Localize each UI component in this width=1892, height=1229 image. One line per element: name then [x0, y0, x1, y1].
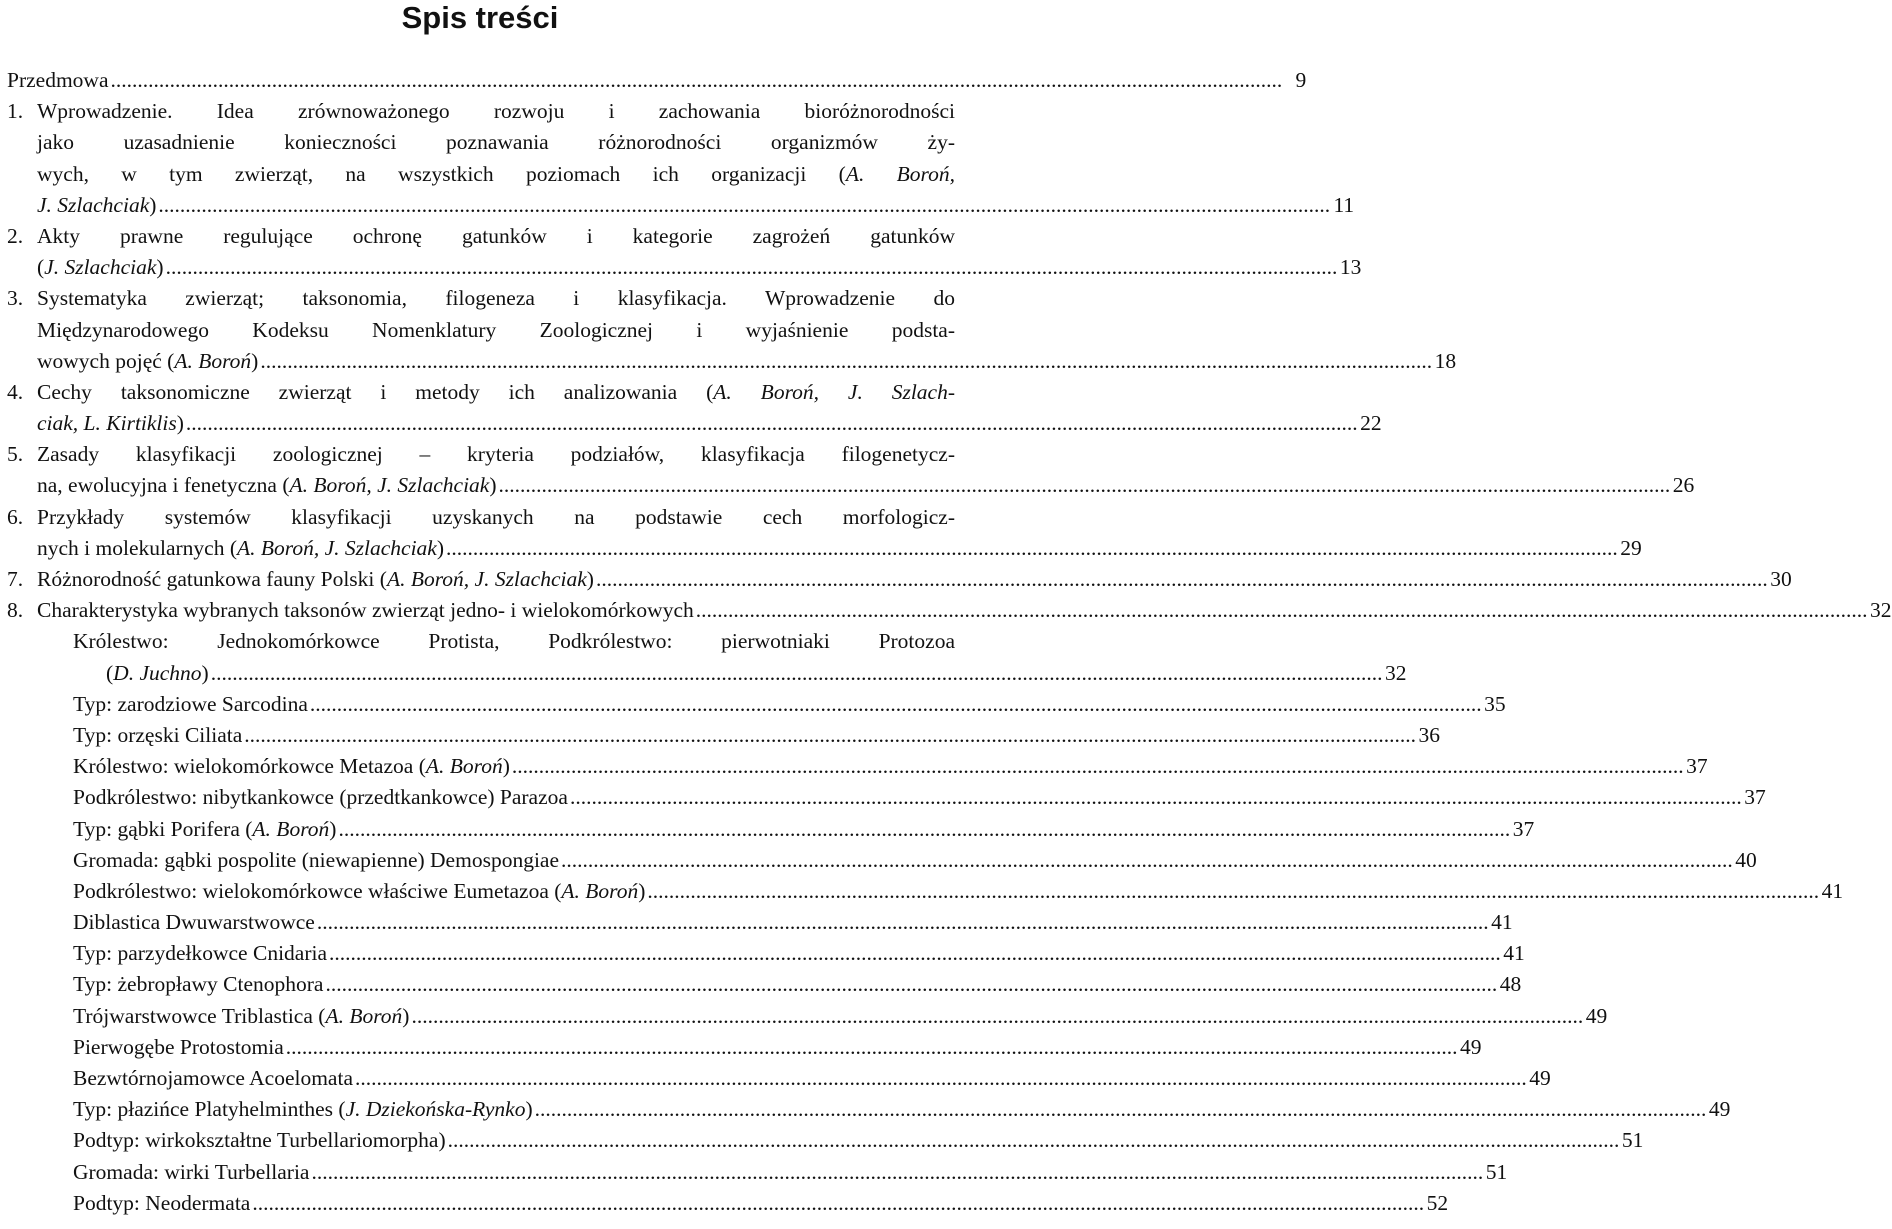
- dot-leader: [446, 533, 1618, 564]
- toc-subentry[interactable]: [7, 782, 1766, 813]
- toc-subentry[interactable]: [7, 814, 1535, 845]
- toc-entry-text: Wprowadzenie. Idea zrównoważonego rozwoju i zachowania bioróżnorodności: [37, 99, 955, 124]
- toc-subentry-text: Typ: orzęski Ciliata: [73, 722, 243, 747]
- dot-leader: [286, 1032, 1458, 1063]
- toc-entry-text: Systematyka zwierząt; taksonomia, filogeneza i klasyfikacja. Wprowadzenie do: [37, 286, 955, 311]
- toc-entry-text: ciak, L. Kirtiklis): [37, 411, 184, 436]
- toc-subentry[interactable]: [7, 845, 1757, 876]
- dot-leader: [512, 751, 1684, 782]
- toc-entry-text: wych, w tym zwierząt, na wszystkich poziomach ich organizacji (A. Boroń,: [37, 161, 955, 186]
- toc-subentry-text: Królestwo: wielokomórkowce Metazoa (A. Boroń): [73, 754, 510, 779]
- toc-subentry-text: Typ: parzydełkowce Cnidaria: [73, 941, 328, 966]
- toc-subentry-text: Podkrólestwo: nibytkankowce (przedtkankowce) Parazoa: [73, 785, 568, 810]
- toc-entry-text: na, ewolucyjna i fenetyczna (A. Boroń, J. Szlachciak): [37, 473, 497, 498]
- dot-leader: [311, 1157, 1483, 1188]
- toc-subentry[interactable]: [7, 626, 1407, 688]
- dot-leader: [596, 564, 1768, 595]
- page-number: 41: [1821, 878, 1844, 903]
- toc-subentry[interactable]: [7, 751, 1708, 782]
- dot-leader: [310, 689, 1482, 720]
- page-title: Spis treści: [401, 0, 559, 35]
- dot-leader: [158, 190, 1330, 221]
- toc-entry-text: Przedmowa: [7, 68, 109, 92]
- dot-leader: [355, 1063, 1527, 1094]
- page-number: 41: [1503, 941, 1525, 966]
- toc-entry[interactable]: [7, 564, 1792, 595]
- entry-number: 5.: [7, 442, 24, 467]
- dot-leader: [211, 658, 1383, 689]
- toc-subentry-text: Typ: zarodziowe Sarcodina: [73, 691, 308, 716]
- entry-number: [7, 315, 37, 346]
- toc-entry[interactable]: [7, 283, 1457, 377]
- toc-subentry[interactable]: [7, 1157, 1508, 1188]
- toc-entry[interactable]: [7, 221, 1362, 283]
- dot-leader: [325, 969, 1497, 1000]
- page-number: 51: [1485, 1159, 1508, 1184]
- toc-subentry[interactable]: [7, 720, 1441, 751]
- toc-subentry-text: Gromada: gąbki pospolite (niewapienne) Demospongiae: [73, 847, 559, 872]
- toc-entry-text: Charakterystyka wybranych taksonów zwierząt jedno- i wielokomórkowych: [37, 598, 694, 623]
- table-of-contents: [7, 65, 1892, 1219]
- toc-entry-text: Akty prawne regulujące ochronę gatunków i kategorie zagrożeń gatunków: [37, 223, 955, 248]
- toc-subentry-text: Trójwarstwowce Triblastica (A. Boroń): [73, 1003, 410, 1028]
- toc-subentry-text: Bezwtórnojamowce Acoelomata: [73, 1066, 353, 1090]
- dot-leader: [647, 876, 1819, 907]
- toc-subentry-text: Diblastica Dwuwarstwowce: [73, 910, 315, 935]
- entry-number: [7, 346, 37, 377]
- toc-subentry[interactable]: [7, 938, 1525, 969]
- toc-entry-text: (J. Szlachciak): [37, 255, 164, 280]
- toc-subentry-text: Typ: gąbki Porifera (A. Boroń): [73, 816, 337, 841]
- dot-leader: [411, 1001, 1583, 1032]
- toc-subentry-text: Podtyp: Neodermata: [73, 1190, 251, 1215]
- page-number: 49: [1708, 1097, 1731, 1122]
- dot-leader: [252, 1188, 1424, 1219]
- page-number: 35: [1484, 691, 1506, 716]
- page-number: 52: [1426, 1190, 1449, 1215]
- page-number: 51: [1621, 1128, 1644, 1153]
- page-number: 32: [1384, 660, 1407, 685]
- entry-number: 8.: [7, 598, 24, 623]
- toc-subentry[interactable]: [7, 1063, 1551, 1094]
- toc-entry[interactable]: [7, 377, 1382, 439]
- toc-subentry-text: Pierwogębe Protostomia: [73, 1034, 284, 1059]
- toc-entry-text: Przykłady systemów klasyfikacji uzyskanych na podstawie cech morfologicz-: [37, 504, 955, 529]
- entry-number: [7, 533, 37, 564]
- page-number: 41: [1491, 910, 1513, 935]
- dot-leader: [317, 907, 1489, 938]
- toc-subentry-text: Gromada: wirki Turbellaria: [73, 1159, 310, 1184]
- toc-entry-text: Cechy taksonomiczne zwierząt i metody ich analizowania (A. Boroń, J. Szlach-: [37, 379, 956, 404]
- toc-subentry[interactable]: [7, 1094, 1731, 1125]
- entry-number: 7.: [7, 567, 24, 591]
- toc-entry-text: jako uzasadnienie konieczności poznawania różnorodności organizmów ży-: [37, 130, 955, 155]
- entry-number: [7, 190, 37, 221]
- page-number: 11: [1333, 192, 1355, 217]
- toc-subentry[interactable]: [7, 1032, 1482, 1063]
- toc-entry[interactable]: [7, 439, 1695, 501]
- entry-number: [7, 127, 37, 158]
- dot-leader: [561, 845, 1733, 876]
- toc-subentry-text: (D. Juchno): [106, 660, 209, 685]
- page-number: 49: [1529, 1066, 1551, 1090]
- entry-number: [7, 470, 37, 501]
- toc-subentry[interactable]: [7, 907, 1513, 938]
- toc-entry[interactable]: [7, 96, 1355, 221]
- toc-subentry[interactable]: [7, 1125, 1644, 1156]
- dot-leader: [696, 595, 1868, 626]
- dot-leader: [111, 65, 1283, 96]
- page-number: 37: [1512, 816, 1535, 841]
- toc-entry-text: nych i molekularnych (A. Boroń, J. Szlachciak): [37, 535, 445, 560]
- entry-number: [7, 159, 37, 190]
- toc-subentry-text: Podkrólestwo: wielokomórkowce właściwe Eumetazoa (A. Boroń): [73, 878, 646, 903]
- dot-leader: [186, 408, 1358, 439]
- toc-entry-text: wowych pojęć (A. Boroń): [37, 348, 259, 373]
- page-number: 37: [1744, 785, 1766, 810]
- toc-entry-text: Różnorodność gatunkowa fauny Polski (A. Boroń, J. Szlachciak): [37, 567, 594, 591]
- toc-entry-text: J. Szlachciak): [37, 192, 157, 217]
- toc-subentry-text: Podtyp: wirkokształtne Turbellariomorpha): [73, 1128, 446, 1153]
- toc-subentry[interactable]: [7, 969, 1522, 1000]
- page-number: 37: [1686, 754, 1708, 779]
- toc-entry[interactable]: [7, 502, 1642, 564]
- dot-leader: [448, 1125, 1620, 1156]
- page-number: 22: [1360, 411, 1382, 436]
- entry-number: 2.: [7, 223, 24, 248]
- page-number: 40: [1735, 847, 1757, 872]
- entry-number: 4.: [7, 379, 24, 404]
- page-number: 13: [1339, 255, 1362, 280]
- page-number: 30: [1770, 567, 1792, 591]
- toc-entry[interactable]: [7, 65, 1307, 96]
- toc-subentry[interactable]: [7, 689, 1506, 720]
- dot-leader: [338, 814, 1510, 845]
- entry-number: 6.: [7, 504, 24, 529]
- entry-number: 3.: [7, 286, 24, 311]
- page-number: 49: [1460, 1034, 1482, 1059]
- dot-leader: [244, 720, 1416, 751]
- page-number: 32: [1870, 598, 1892, 623]
- toc-subentry[interactable]: [7, 876, 1844, 907]
- dot-leader: [535, 1094, 1707, 1125]
- toc-subentry-text: Królestwo: Jednokomórkowce Protista, Podkrólestwo: pierwotniaki Protozoa: [73, 629, 955, 654]
- toc-entry-text: Międzynarodowego Kodeksu Nomenklatury Zoologicznej i wyjaśnienie podsta-: [37, 317, 955, 342]
- page-number: 36: [1418, 722, 1441, 747]
- toc-subentry-text: Typ: żebropławy Ctenophora: [73, 972, 324, 997]
- entry-number: 1.: [7, 99, 24, 124]
- toc-subentry-text: Typ: płazińce Platyhelminthes (J. Dziekońska-Rynko): [73, 1097, 533, 1122]
- page-number: 18: [1434, 348, 1457, 373]
- dot-leader: [570, 782, 1742, 813]
- toc-subentry[interactable]: [7, 1188, 1449, 1219]
- dot-leader: [329, 938, 1501, 969]
- page-number: 49: [1585, 1003, 1608, 1028]
- dot-leader: [166, 252, 1338, 283]
- toc-subentry[interactable]: [7, 1001, 1608, 1032]
- dot-leader: [260, 346, 1432, 377]
- entry-number: [7, 252, 37, 283]
- page-number: 26: [1672, 473, 1695, 498]
- entry-number: [7, 408, 37, 439]
- page-number: 29: [1620, 535, 1642, 560]
- page-number: 9: [1295, 68, 1307, 92]
- page-number: 48: [1499, 972, 1522, 997]
- toc-entry[interactable]: [7, 595, 1892, 626]
- toc-entry-text: Zasady klasyfikacji zoologicznej – kryteria podziałów, klasyfikacja filogenetycz-: [37, 442, 955, 467]
- dot-leader: [499, 470, 1671, 501]
